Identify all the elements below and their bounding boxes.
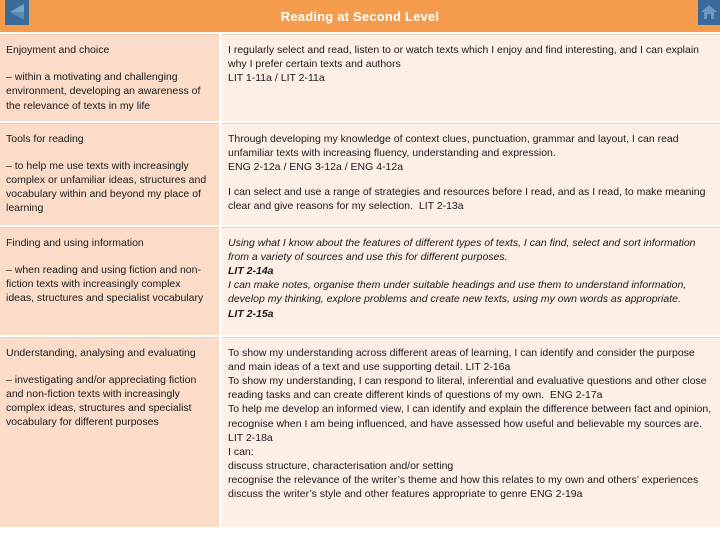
organiser-title: Enjoyment and choice	[6, 44, 110, 56]
outcome-text	[228, 236, 712, 279]
organiser-description: – investigating and/or appreciating fiction and non-fiction texts with increasingly complex ideas, structures and specialist vocabulary for different purposes	[6, 373, 197, 429]
outcome-statement: To help me develop an informed view, I can identify and explain the difference between fact and opinion, recognise when I am being influenced, and have assessed how useful and believable my sources are.	[228, 403, 712, 430]
home-icon[interactable]	[698, 0, 720, 25]
organiser-title: Tools for reading	[6, 132, 84, 145]
table-row	[0, 337, 720, 527]
header-bar	[0, 0, 720, 32]
outcome-statement: I can make notes, organise them under suitable headings and use them to understand information, develop my thinking, explore problems and create new texts, using my own words as appropriate.	[228, 279, 687, 306]
outcome-code: LIT 1-11a / LIT 2-11a	[228, 72, 325, 85]
organiser-title: Understanding, analysing and evaluating	[6, 346, 196, 359]
outcome-statement: To show my understanding, I can respond to literal, inferential and evaluative questions and other close reading tasks and can create different kinds of questions of my own.	[228, 375, 707, 402]
table-cell-organiser	[0, 227, 219, 335]
outcome-code: ENG 2-12a / ENG 3-12a / ENG 4-12a	[228, 161, 404, 174]
outcome-statement: I regularly select and read, listen to or watch texts which I enjoy and find interesting, and I can explain why I prefer certain texts and authors	[228, 44, 700, 71]
outcome-statement: I can select and use a range of strategies and resources before I read, and as I read, to make meaning clear and give reasons for my selection.	[228, 186, 706, 213]
outcome-statement: Through developing my knowledge of context clues, punctuation, grammar and layout, I can read unfamiliar texts with increasing fluency, understanding and expression.	[228, 132, 679, 159]
table-cell-organiser	[0, 337, 219, 527]
table-cell-experiences	[222, 227, 720, 335]
page-title: Reading at Second Level	[280, 8, 440, 24]
outcome-text	[228, 185, 712, 213]
outcome-text	[228, 487, 712, 501]
outcome-code: LIT 2-18a	[228, 431, 273, 444]
organiser-description: – to help me use texts with increasingly complex or unfamiliar ideas, structures and vocabulary within and beyond my place of learning	[6, 159, 207, 215]
table-row	[0, 227, 720, 335]
outcome-statement: To show my understanding across different areas of learning, I can identify and consider the purpose and main ideas of a text and use supporting detail.	[228, 346, 695, 373]
outcome-statement: Using what I know about the features of different types of texts, I can find, select and sort information from a variety of sources and use this for different purposes.	[228, 236, 696, 263]
outcome-text	[228, 374, 712, 402]
table-cell-experiences	[222, 123, 720, 225]
table-cell-organiser	[0, 123, 219, 225]
outcome-text	[228, 402, 712, 445]
outcome-text	[228, 278, 712, 321]
organiser-description: – when reading and using fiction and non-fiction texts with increasingly complex ideas, structures and specialist vocabulary	[6, 263, 204, 305]
home-glyph	[698, 0, 720, 25]
back-arrow-icon[interactable]	[5, 0, 29, 25]
organiser-title: Finding and using information	[6, 236, 144, 249]
table-row	[0, 123, 720, 225]
outcome-code: LIT 2-16a	[465, 360, 511, 373]
table-cell-experiences	[222, 337, 720, 527]
outcome-text: I can:	[228, 445, 254, 458]
outcome-code: ENG 2-19a	[529, 488, 583, 501]
outcome-text	[228, 43, 712, 86]
organiser-description: – within a motivating and challenging environment, developing an awareness of the relevance of texts in my life	[6, 71, 201, 112]
back-arrow-glyph	[5, 0, 29, 25]
outcome-statement: discuss the writer’s style and other features appropriate to genre	[228, 488, 528, 501]
table-cell-organiser	[0, 34, 219, 121]
outcome-code: ENG 2-17a	[550, 389, 603, 402]
table-cell-experiences	[222, 34, 720, 121]
outcome-text: discuss structure, characterisation and/or setting	[228, 460, 454, 473]
outcome-text	[228, 346, 712, 374]
outcome-code: LIT 2-13a	[418, 200, 464, 213]
table-row	[0, 34, 720, 121]
outcomes-table	[0, 34, 720, 529]
outcome-code: LIT 2-15a	[228, 307, 274, 320]
outcome-code: LIT 2-14a	[228, 265, 274, 278]
outcome-text: recognise the relevance of the writer’s theme and how this relates to my own and others’ experiences	[228, 474, 699, 487]
outcome-text	[228, 132, 712, 175]
